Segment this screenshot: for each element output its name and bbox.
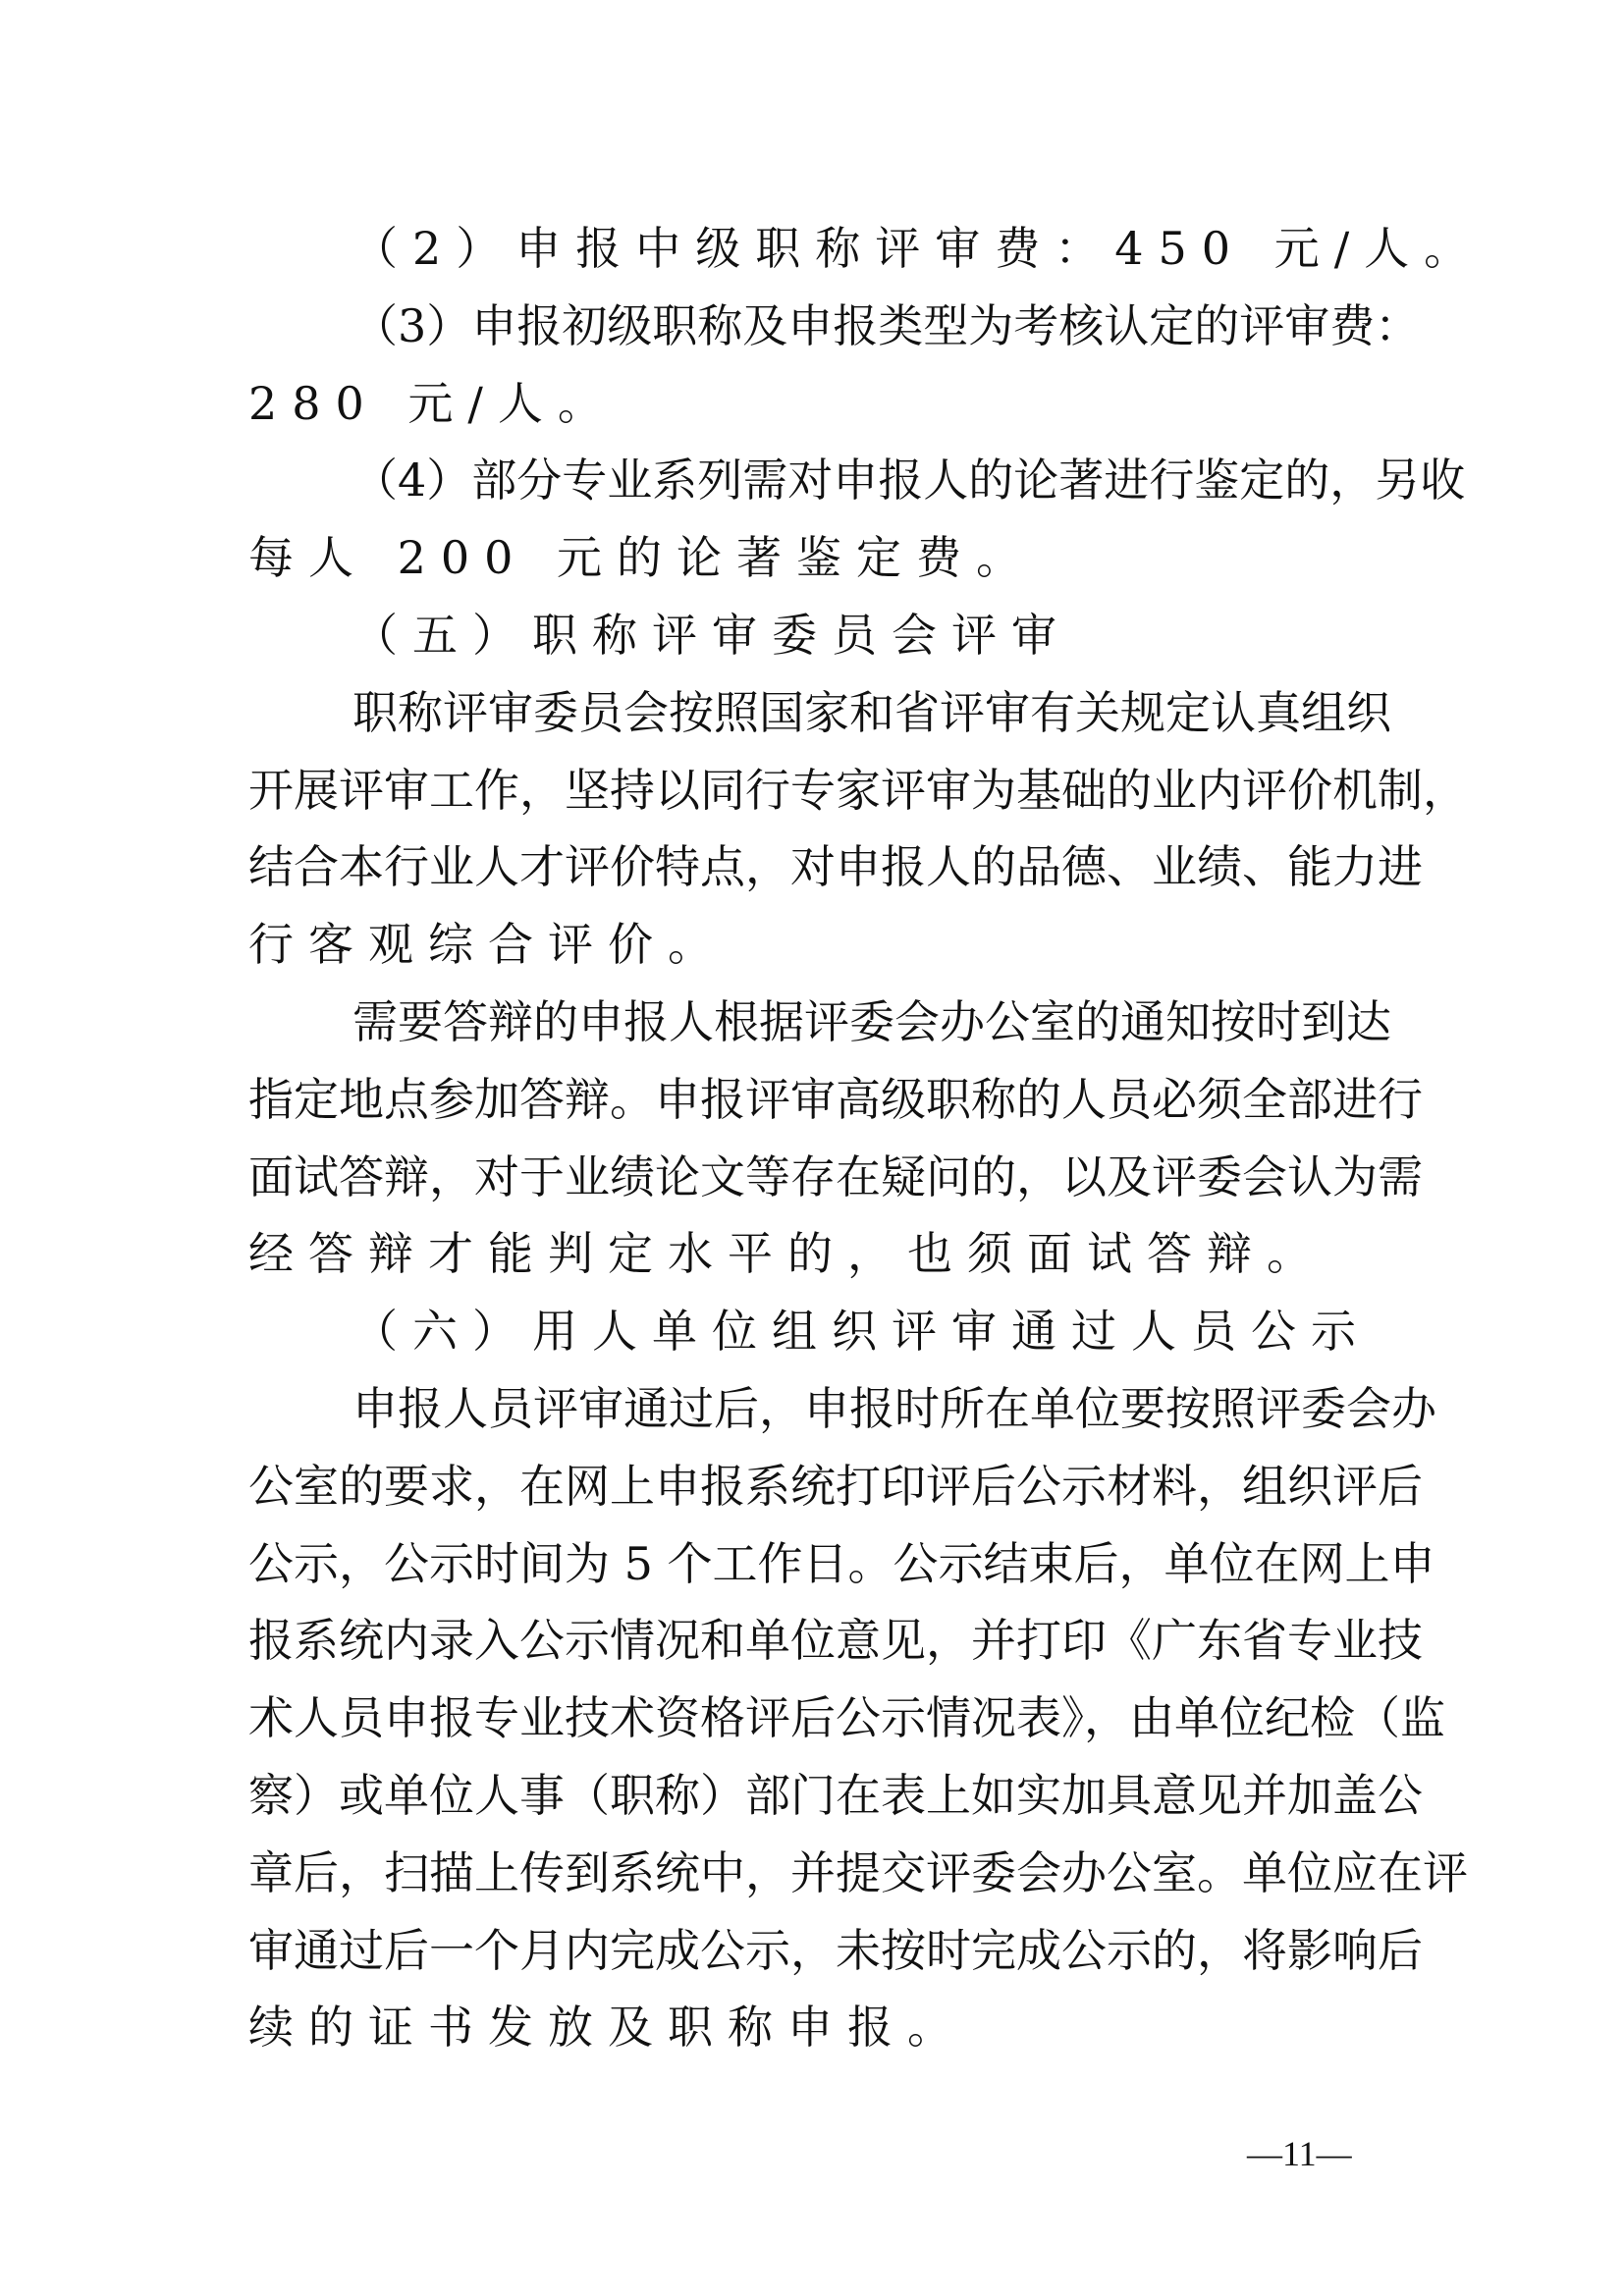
fee-item-junior-line1: （3）申报初级职称及申报类型为考核认定的评审费： — [352, 298, 1421, 352]
fee-item-junior-line2: 280 元/人。 — [248, 376, 618, 430]
paragraph-publicity-line2: 公室的要求，在网上申报系统打印评后公示材料，组织评后 — [248, 1459, 1423, 1513]
paragraph-review-line4: 行客观综合评价。 — [248, 918, 728, 972]
paragraph-publicity-line3: 公示，公示时间为 5 个工作日。公示结束后，单位在网上申 — [248, 1536, 1435, 1590]
fee-item-intermediate: （2）申报中级职称评审费：450 元/人。 — [352, 222, 1485, 275]
paragraph-review-line3: 结合本行业人才评价特点，对申报人的品德、业绩、能力进 — [248, 840, 1423, 894]
fee-item-appraisal-line2: 每人 200 元的论著鉴定费。 — [248, 531, 1037, 585]
section-heading-6: （六）用人单位组织评审通过人员公示 — [352, 1305, 1371, 1359]
paragraph-publicity-line6: 察）或单位人事（职称）部门在表上如实加具意见并加盖公 — [248, 1768, 1423, 1822]
paragraph-publicity-line4: 报系统内录入公示情况和单位意见，并打印《广东省专业技 — [248, 1614, 1423, 1668]
paragraph-defense-line1: 需要答辩的申报人根据评委会办公室的通知按时到达 — [352, 994, 1391, 1048]
paragraph-review-line2: 开展评审工作，坚持以同行专家评审为基础的业内评价机制， — [248, 763, 1468, 817]
paragraph-defense-line3: 面试答辩，对于业绩论文等存在疑问的，以及评委会认为需 — [248, 1149, 1423, 1203]
fee-item-appraisal-line1: （4）部分专业系列需对申报人的论著进行鉴定的，另收 — [352, 454, 1466, 507]
paragraph-review-line1: 职称评审委员会按照国家和省评审有关规定认真组织 — [352, 685, 1391, 739]
paragraph-defense-line4: 经答辩才能判定水平的，也须面试答辩。 — [248, 1227, 1326, 1281]
body-text — [248, 210, 1485, 2066]
paragraph-publicity-line5: 术人员申报专业技术资格评后公示情况表》，由单位纪检（监 — [248, 1691, 1445, 1745]
paragraph-publicity-line8: 审通过后一个月内完成公示，未按时完成公示的，将影响后 — [248, 1923, 1423, 1977]
paragraph-publicity-line7: 章后，扫描上传到系统中，并提交评委会办公室。单位应在评 — [248, 1845, 1468, 1899]
paragraph-publicity-line9: 续的证书发放及职称申报。 — [248, 2001, 967, 2055]
section-heading-5: （五）职称评审委员会评审 — [352, 608, 1071, 662]
paragraph-publicity-line1: 申报人员评审通过后，申报时所在单位要按照评委会办 — [352, 1381, 1436, 1435]
paragraph-defense-line2: 指定地点参加答辩。申报评审高级职称的人员必须全部进行 — [248, 1072, 1423, 1126]
page-number: —11— — [1247, 2134, 1352, 2173]
